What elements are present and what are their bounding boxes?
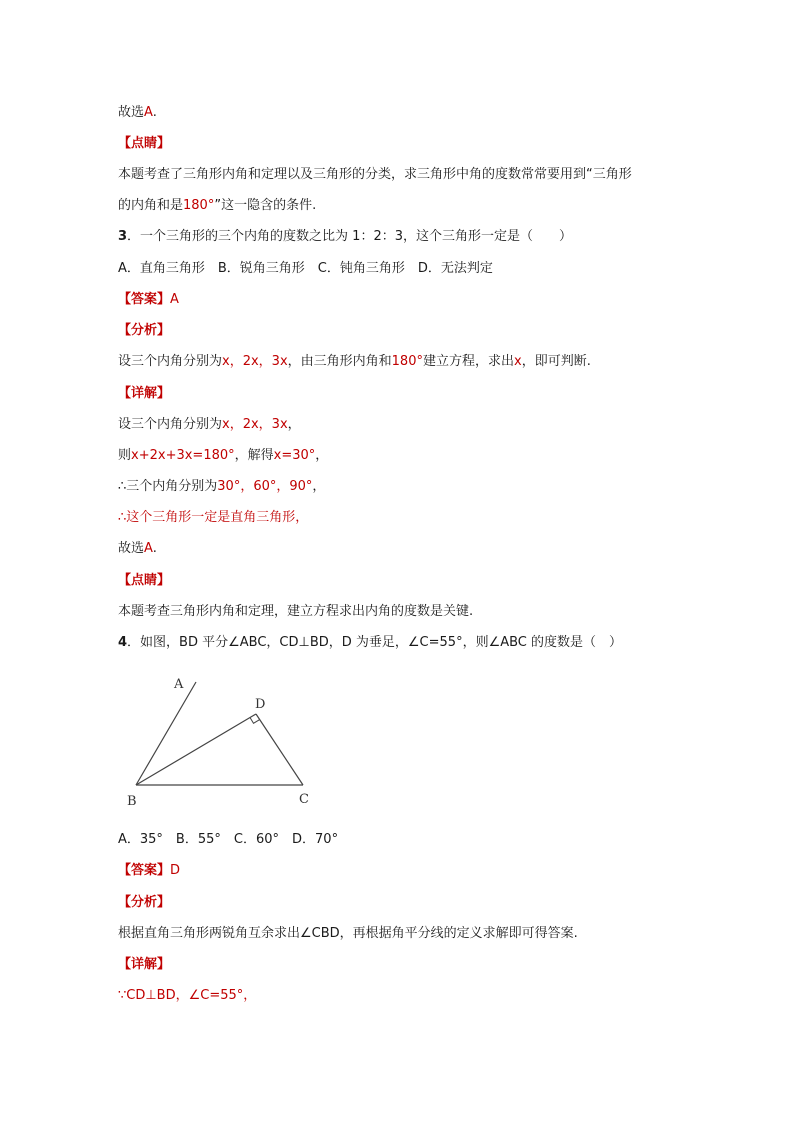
detail-line: 故选A.	[118, 541, 157, 556]
label-d: D	[255, 697, 266, 712]
comment-label: 【点睛】	[118, 136, 171, 151]
comment-text: 本题考查了三角形内角和定理以及三角形的分类，求三角形中角的度数常常要用到“三角形	[118, 167, 632, 182]
detail-line: ∵CD⊥BD，∠C=55°，	[118, 988, 257, 1003]
ray-ba	[136, 682, 196, 785]
segment-dc	[256, 714, 303, 785]
label-a: A	[174, 677, 184, 692]
question-4-options: A．35° B．55° C．60° D．70°	[118, 832, 339, 847]
analysis-label: 【分析】	[118, 895, 171, 910]
question-4: 4．如图，BD 平分∠ABC，CD⊥BD，D 为垂足，∠C=55°，则∠ABC 的度数是（ ）	[118, 635, 623, 650]
detail-label: 【详解】	[118, 386, 171, 401]
question-4-answer: 【答案】D	[118, 863, 181, 878]
question-3-options: A．直角三角形 B．锐角三角形 C．钝角三角形 D．无法判定	[118, 261, 493, 276]
label-c: C	[299, 792, 309, 807]
analysis-text: 设三个内角分别为x，2x，3x，由三角形内角和180°建立方程，求出x，即可判断.	[118, 354, 591, 369]
segment-bd	[136, 714, 256, 785]
detail-line: ∴三个内角分别为30°，60°，90°，	[118, 479, 326, 494]
detail-line: 设三个内角分别为x，2x，3x，	[118, 417, 301, 432]
comment-text-cont: 的内角和是180°”这一隐含的条件.	[118, 198, 317, 213]
comment-label: 【点睛】	[118, 573, 171, 588]
triangle-figure	[118, 672, 328, 812]
comment-text: 本题考查三角形内角和定理，建立方程求出内角的度数是关键.	[118, 604, 474, 619]
right-angle-mark	[250, 718, 259, 724]
detail-line: 则x+2x+3x=180°，解得x=30°，	[118, 448, 329, 463]
answer-choice-line: 故选A.	[118, 105, 157, 120]
label-b: B	[127, 794, 137, 809]
analysis-text: 根据直角三角形两锐角互余求出∠CBD，再根据角平分线的定义求解即可得答案.	[118, 926, 578, 941]
detail-label: 【详解】	[118, 957, 171, 972]
question-3: 3．一个三角形的三个内角的度数之比为 1：2：3，这个三角形一定是（ ）	[118, 229, 572, 244]
question-3-answer: 【答案】A	[118, 292, 179, 307]
analysis-label: 【分析】	[118, 323, 171, 338]
detail-line: ∴这个三角形一定是直角三角形，	[118, 510, 309, 525]
